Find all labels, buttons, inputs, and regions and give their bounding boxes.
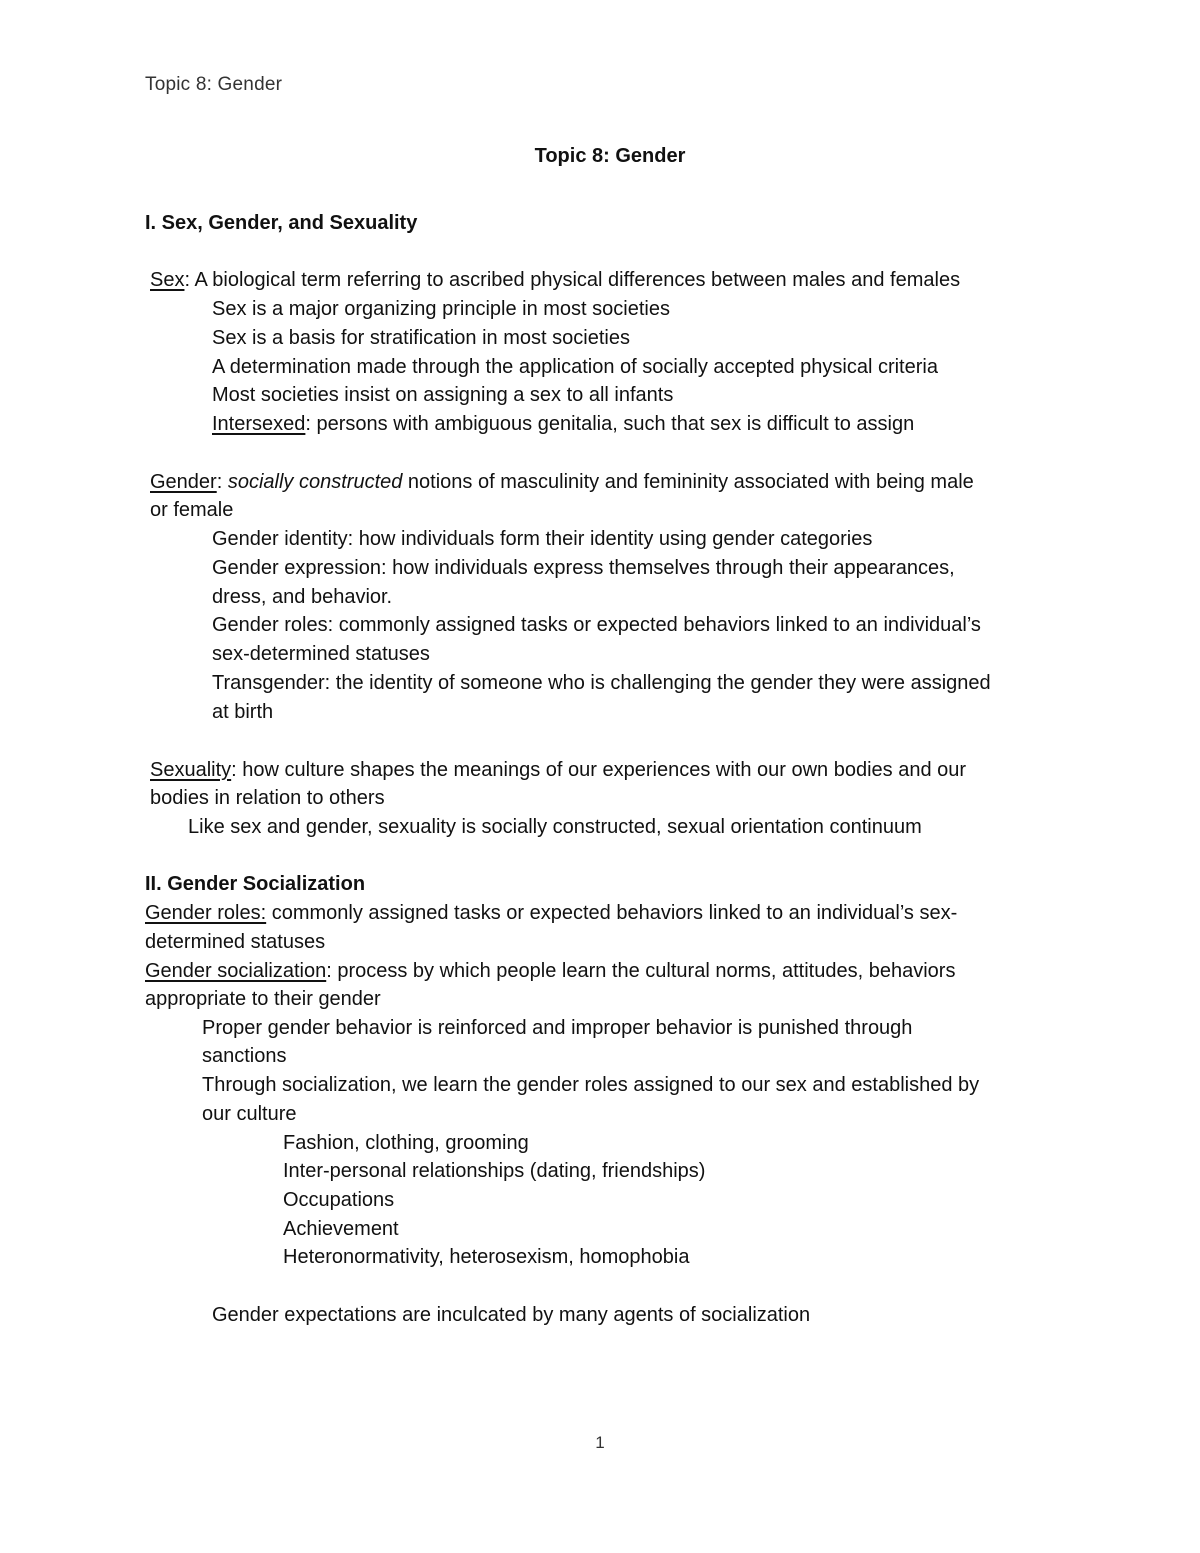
gender-point: sex-determined statuses [212,643,430,665]
section-heading-1: I. Sex, Gender, and Sexuality [145,212,418,234]
socialization-subpoint: Inter-personal relationships (dating, friendships) [283,1160,706,1182]
intersexed-term: Intersexed [212,413,306,435]
socialization-subpoint: Achievement [283,1218,399,1240]
sexuality-point: Like sex and gender, sexuality is socially constructed, sexual orientation continuum [188,816,922,838]
intersexed-def-text: : persons with ambiguous genitalia, such that sex is difficult to assign [305,413,915,435]
gender-term: Gender [150,471,217,493]
gender-socialization-term: Gender socialization [145,960,327,982]
gender-roles-definition [145,899,957,928]
closing-statement: Gender expectations are inculcated by many agents of socialization [212,1304,811,1326]
sex-point: Most societies insist on assigning a sex to all infants [212,384,674,406]
gender-socialization-definition [145,957,955,986]
gender-definition [150,468,974,497]
socialization-subpoint: Heteronormativity, heterosexism, homophobia [283,1246,690,1268]
gender-def-rest: notions of masculinity and femininity associated with being male [402,471,974,493]
gender-roles-term: Gender roles: [145,902,267,924]
socialization-point: our culture [202,1103,297,1125]
sexuality-term: Sexuality [150,759,232,781]
sexuality-def-line2: bodies in relation to others [150,787,385,809]
gender-point: Transgender: the identity of someone who is challenging the gender they were assigned [212,672,991,694]
sex-point: Sex is a basis for stratification in most societies [212,327,630,349]
sex-def-text: : A biological term referring to ascribed physical differences between males and females [184,269,961,291]
socialization-point: sanctions [202,1045,287,1067]
running-header: Topic 8: Gender [145,74,283,95]
sexuality-def-text: : how culture shapes the meanings of our experiences with our own bodies and our [231,759,967,781]
gender-def-line2: or female [150,499,234,521]
sex-definition [150,266,960,295]
socialization-subpoint: Occupations [283,1189,395,1211]
gender-point: dress, and behavior. [212,586,393,608]
gender-roles-def-text: commonly assigned tasks or expected behaviors linked to an individual’s sex- [266,902,958,924]
sex-term: Sex [150,269,185,291]
gender-roles-def-line2: determined statuses [145,931,326,953]
gender-point: Gender roles: commonly assigned tasks or expected behaviors linked to an individual’s [212,614,981,636]
gender-italic-phrase: socially constructed [227,471,403,493]
section-heading-2: II. Gender Socialization [145,873,366,895]
sex-point: Sex is a major organizing principle in most societies [212,298,670,320]
socialization-subpoint: Fashion, clothing, grooming [283,1132,529,1154]
gender-socialization-def-text: : process by which people learn the cultural norms, attitudes, behaviors [326,960,956,982]
document-title: Topic 8: Gender [534,145,686,167]
gender-point: Gender identity: how individuals form their identity using gender categories [212,528,873,550]
sex-point: A determination made through the application of socially accepted physical criteria [212,356,938,378]
gender-socialization-def-line2: appropriate to their gender [145,988,381,1010]
page-number: 1 [595,1433,605,1452]
sexuality-definition [150,756,966,785]
gender-point: at birth [212,701,274,723]
gender-colon: : [216,471,228,493]
intersexed-definition [212,410,914,439]
gender-point: Gender expression: how individuals express themselves through their appearances, [212,557,955,579]
socialization-point: Through socialization, we learn the gender roles assigned to our sex and established by [202,1074,980,1096]
socialization-point: Proper gender behavior is reinforced and improper behavior is punished through [202,1017,913,1039]
